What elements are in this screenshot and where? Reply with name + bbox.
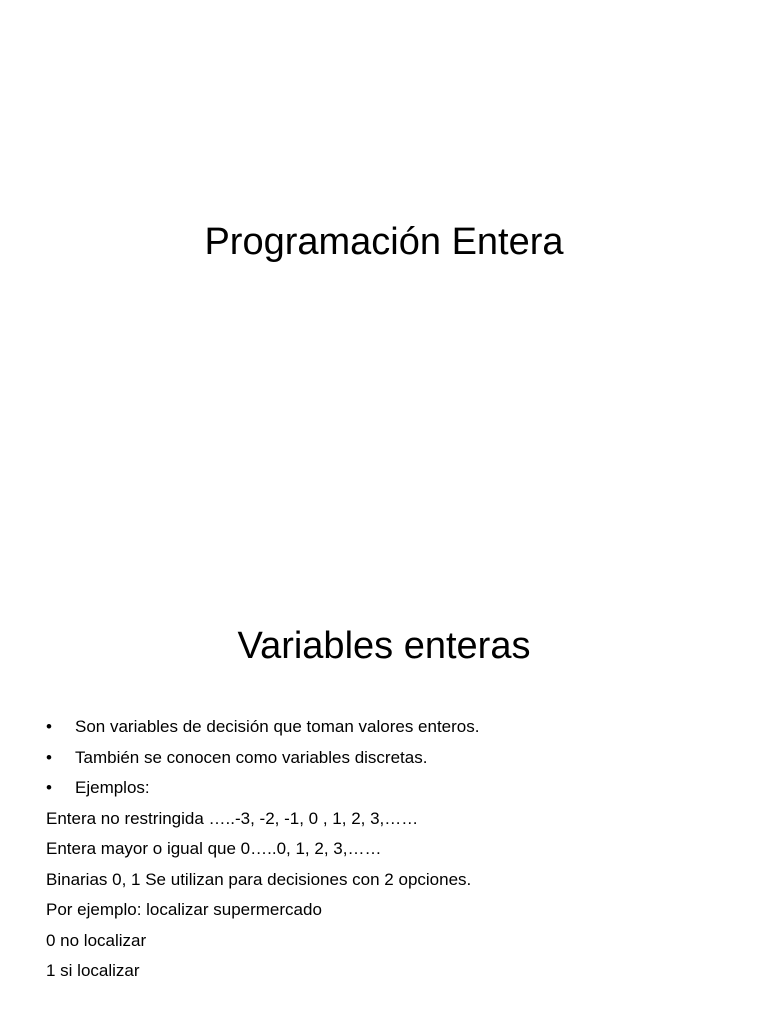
slide-2-content <box>46 712 746 987</box>
bullet-icon: • <box>46 747 52 767</box>
bullet-text: Ejemplos: <box>75 778 150 797</box>
bullet-item <box>46 712 746 743</box>
slide-2-title: Variables enteras <box>237 625 531 667</box>
text-line: Entera no restringida …..-3, -2, -1, 0 , 1, 2, 3,…… <box>46 808 419 828</box>
bullet-item <box>46 743 746 774</box>
text-line: 1 si localizar <box>46 961 140 980</box>
bullet-text: También se conocen como variables discretas. <box>75 747 428 767</box>
text-line: Por ejemplo: localizar supermercado <box>46 900 322 919</box>
text-line: 0 no localizar <box>46 930 147 950</box>
bullet-text: Son variables de decisión que toman valores enteros. <box>75 717 480 736</box>
bullet-item <box>46 773 746 804</box>
slide-2 <box>0 512 768 1024</box>
bullet-icon: • <box>46 717 52 736</box>
text-line: Binarias 0, 1 Se utilizan para decisiones con 2 opciones. <box>46 869 472 889</box>
slide-1-title: Programación Entera <box>204 221 564 263</box>
text-line: Entera mayor o igual que 0…..0, 1, 2, 3,…… <box>46 839 382 858</box>
bullet-icon: • <box>46 778 52 797</box>
